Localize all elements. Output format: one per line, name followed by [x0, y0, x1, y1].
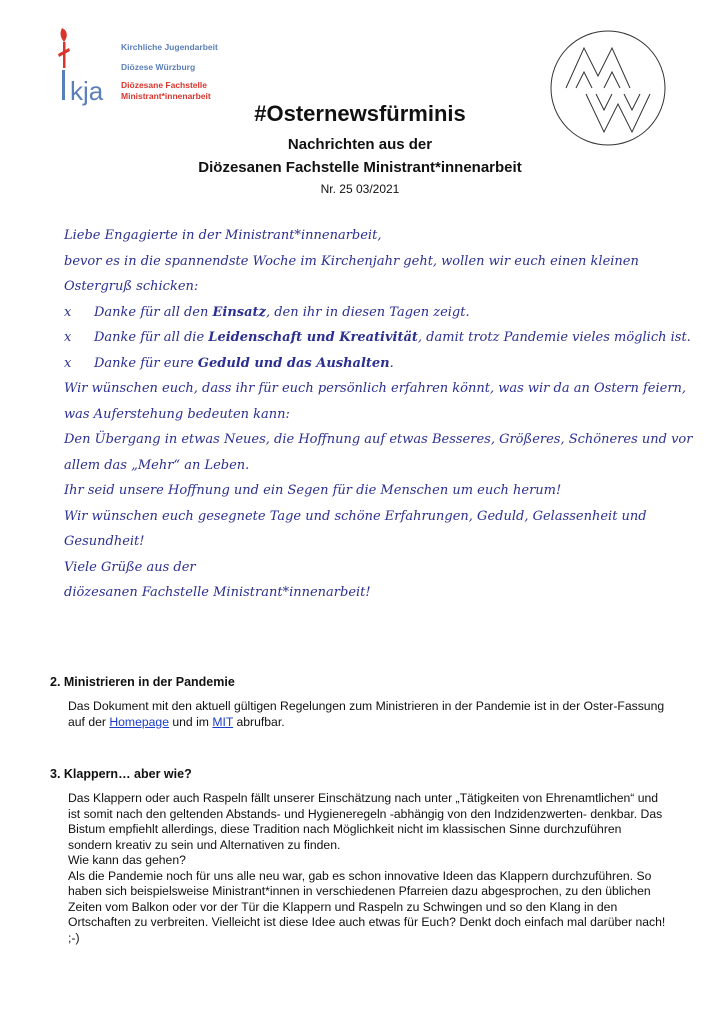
- bullet-2-text: Danke für all die: [94, 330, 209, 345]
- newsletter-title: #Osternewsfürminis: [254, 101, 466, 126]
- section-3-paragraph-2: Als die Pandemie noch für uns alle neu war, gab es schon innovative Ideen das Klappern durchzuführen. So haben sich beispielsweise Ministrant*innen in verschiedenen Pfarreien dazu abgesprochen, zu den üblichen Zeiten vom Balkon oder vor der Tür die Klappern und Raspeln zu Schwingen und so den Klang in den Ortschaften zu verbreiten. Vielleicht ist diese Idee auch etwas für Euch? Denkt doch einfach mal darüber nach! ;-): [68, 868, 666, 945]
- bullet-1-bold: Einsatz: [212, 304, 266, 320]
- section-3-question: Wie kann das gehen?: [68, 853, 186, 867]
- greeting-line-p1: Wir wünschen euch, dass ihr für euch persönlich erfahren könnt, was wir da an Ostern feiern,: [64, 381, 687, 396]
- bullet-1-end: , den ihr in diesen Tagen zeigt.: [265, 304, 470, 320]
- bullet-marker: x: [64, 330, 72, 345]
- section-2-text: Das Dokument mit den aktuell gültigen Regelungen zum Ministrieren in der Pandemie ist in der Oster-Fassung auf der: [68, 699, 665, 729]
- org-line-3: Diözesane Fachstelle: [121, 80, 207, 90]
- subtitle-line-1: Nachrichten aus der: [287, 136, 433, 153]
- mit-link[interactable]: MIT: [212, 714, 234, 729]
- subtitle-line-2: Diözesanen Fachstelle Ministrant*innenarbeit: [198, 159, 522, 176]
- section-3-paragraph-1: Das Klappern oder auch Raspeln fällt unserer Einschätzung nach unter „Tätigkeiten von Ehrenamtlichen“ und ist somit nach den geltenden Abstands- und Hygieneregeln -abhängig von den Indzidenzwerten- denkbar. Das Bistum empfiehlt allerdings, diese Tradition nach Möglichkeit nicht im klassischen Sinne durchzuführen sondern kreativ zu sein und Alternativen zu finden.: [68, 791, 663, 852]
- section-2-paragraph: [68, 699, 668, 730]
- section-3-body: [68, 791, 668, 946]
- bullet-2-bold: Leidenschaft und Kreativität: [208, 330, 418, 345]
- greeting-bullet-1: [64, 300, 694, 326]
- bullet-2-end: , damit trotz Pandemie vieles möglich ist.: [417, 330, 691, 345]
- org-info: [121, 40, 218, 102]
- greeting-line-p2: was Auferstehung bedeuten kann:: [64, 406, 290, 422]
- kja-logo: [52, 26, 112, 106]
- bullet-3-end: .: [389, 355, 394, 371]
- greeting-line-p6: Wir wünschen euch gesegnete Tage und schöne Erfahrungen, Geduld, Gelassenheit und: [64, 508, 647, 524]
- homepage-link[interactable]: Homepage: [109, 714, 169, 729]
- greeting-line-p3: Den Übergang in etwas Neues, die Hoffnung auf etwas Besseres, Größeres, Schöneres und vor: [64, 432, 693, 447]
- greeting-intro-2: Ostergruß schicken:: [64, 279, 199, 294]
- section-2-text-mid: und im: [168, 714, 213, 729]
- greeting-block: [64, 223, 694, 606]
- greeting-line-p9: diözesanen Fachstelle Ministrant*innenarbeit!: [64, 585, 371, 600]
- bullet-marker: x: [64, 355, 72, 371]
- ministrant-circle-logo: [548, 28, 668, 148]
- bullet-3-text: Danke für eure: [94, 355, 198, 371]
- org-line-2: Diözese Würzburg: [121, 62, 196, 72]
- section-2-text-end: abrufbar.: [233, 714, 285, 729]
- greeting-bullet-3: [64, 351, 694, 377]
- issue-number: Nr. 25 03/2021: [320, 182, 400, 196]
- org-line-4: Ministrant*innenarbeit: [121, 91, 211, 101]
- greeting-line-p7: Gesundheit!: [64, 534, 145, 549]
- greeting-line-p5: Ihr seid unsere Hoffnung und ein Segen für die Menschen um euch herum!: [64, 483, 562, 498]
- greeting-intro-1: bevor es in die spannendste Woche im Kirchenjahr geht, wollen wir euch einen kleinen: [64, 253, 639, 269]
- bullet-marker: x: [64, 304, 72, 320]
- section-2-body: [68, 699, 668, 730]
- bullet-3-bold: Geduld und das Aushalten: [197, 355, 390, 371]
- greeting-line-p8: Viele Grüße aus der: [64, 559, 196, 575]
- section-2-heading: 2. Ministrieren in der Pandemie: [50, 675, 235, 689]
- bullet-1-text: Danke für all den: [94, 304, 213, 320]
- greeting-salutation: Liebe Engagierte in der Ministrant*innenarbeit,: [64, 228, 382, 243]
- greeting-line-p4: allem das „Mehr“ an Leben.: [64, 457, 250, 473]
- org-line-1: Kirchliche Jugendarbeit: [121, 42, 218, 52]
- logo-text: kja: [70, 76, 104, 106]
- greeting-bullet-2: [64, 325, 694, 351]
- section-3-heading: 3. Klappern… aber wie?: [50, 767, 192, 781]
